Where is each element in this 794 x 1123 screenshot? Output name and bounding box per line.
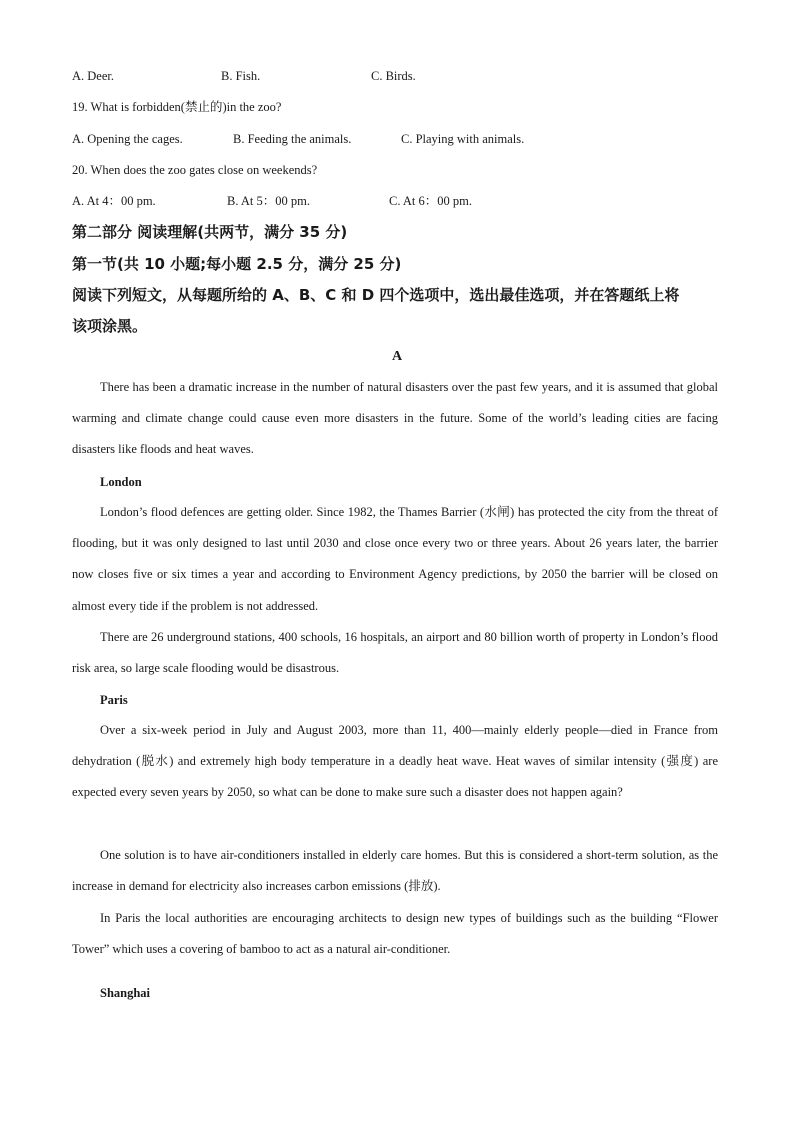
- instructions-line1: 阅读下列短文，从每题所给的 A、B、C 和 D 四个选项中，选出最佳选项，并在答题纸上将: [72, 286, 680, 304]
- london-paragraph-1: [72, 497, 718, 622]
- paris-p3-text: In Paris the local authorities are encouraging architects to design new types of buildings such as the building “Flower Tower” which uses a covering of bamboo to act as a natural air-conditioner.: [72, 911, 718, 957]
- q19-option-c: C. Playing with animals.: [401, 132, 525, 146]
- q20-option-a: A. At 4：00 pm.: [72, 194, 156, 208]
- london-p2-text: There are 26 underground stations, 400 schools, 16 hospitals, an airport and 80 billion worth of property in London’s flood risk area, so large scale flooding would be disastrous.: [72, 630, 718, 676]
- part2-title: 第二部分 阅读理解(共两节，满分 35 分): [72, 223, 348, 241]
- section1-title: 第一节(共 10 小题;每小题 2.5 分，满分 25 分): [72, 255, 402, 273]
- q19-option-a: A. Opening the cages.: [72, 132, 183, 146]
- q19-option-b: B. Feeding the animals.: [233, 132, 352, 146]
- q18-option-a: A. Deer.: [72, 69, 114, 83]
- q20-option-c: C. At 6：00 pm.: [389, 194, 472, 208]
- london-p1-text: London’s flood defences are getting older. Since 1982, the Thames Barrier (水闸) has protected the city from the threat of flooding, but it was only designed to last until 2030 and close once every two or three years. About 26 years later, the barrier now closes five or six times a year and according to Environment Agency predictions, by 2050 the barrier will be closed on almost every tide if the problem is not addressed.: [72, 505, 718, 613]
- paris-heading: Paris: [100, 693, 128, 707]
- paris-paragraph-3: [72, 903, 718, 965]
- instructions-line2: 该项涂黑。: [72, 317, 148, 335]
- q20-option-b: B. At 5：00 pm.: [227, 194, 310, 208]
- q20-question: 20. When does the zoo gates close on weekends?: [72, 163, 318, 177]
- intro-paragraph: [72, 372, 718, 466]
- paris-p2-text: One solution is to have air-conditioners installed in elderly care homes. But this is considered a short-term solution, as the increase in demand for electricity also increases carbon emissions (排放).: [72, 848, 718, 894]
- london-paragraph-2: [72, 622, 718, 684]
- paris-paragraph-1: [72, 715, 718, 809]
- intro-text: There has been a dramatic increase in the number of natural disasters over the past few years, and it is assumed that global warming and climate change could cause even more disasters in the future. Some of the world’s leading cities are facing disasters like floods and heat waves.: [72, 380, 718, 457]
- q18-option-b: B. Fish.: [221, 69, 261, 83]
- paris-paragraph-2: [72, 840, 718, 902]
- shanghai-heading: Shanghai: [100, 986, 151, 1000]
- q19-question: 19. What is forbidden(禁止的)in the zoo?: [72, 100, 282, 114]
- q18-option-c: C. Birds.: [371, 69, 416, 83]
- passage-label: A: [391, 349, 403, 364]
- london-heading: London: [100, 475, 142, 489]
- paris-p1-text: Over a six-week period in July and August 2003, more than 11, 400—mainly elderly people—died in France from dehydration (脱水) and extremely high body temperature in a deadly heat wave. Heat waves of similar intensity (强度) are expected every seven years by 2050, so what can be done to make sure such a disaster does not happen again?: [72, 723, 718, 800]
